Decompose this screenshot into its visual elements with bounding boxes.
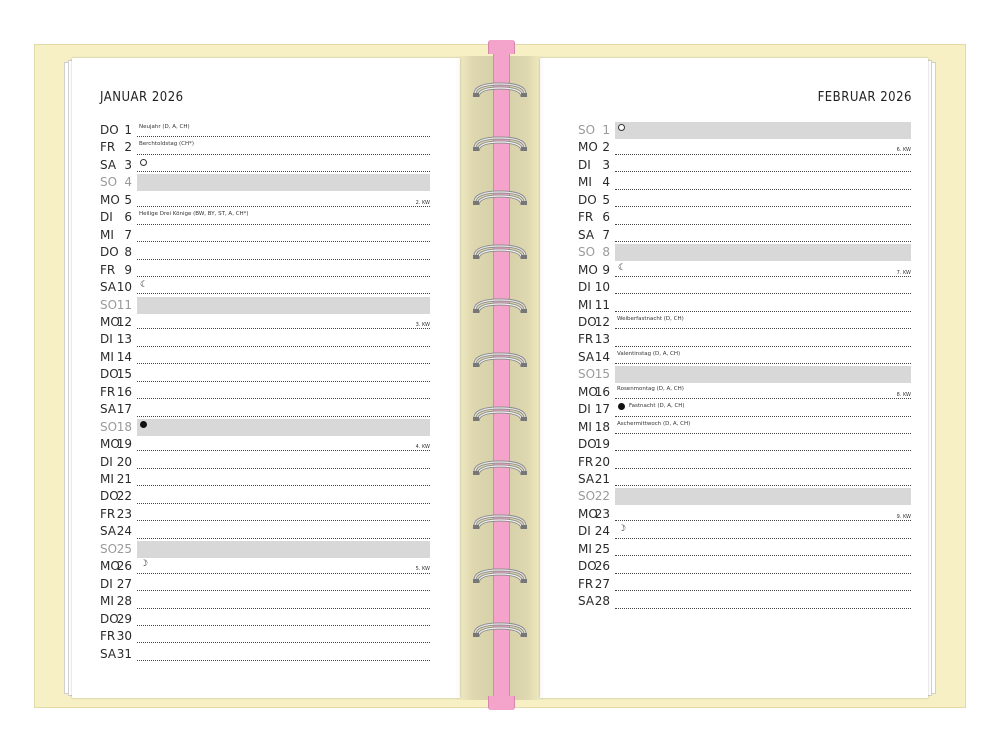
- weekday-label: SA: [100, 280, 117, 295]
- writing-line[interactable]: [137, 485, 430, 486]
- day-number: 22: [594, 489, 610, 504]
- binding-ring: [472, 512, 528, 530]
- writing-line[interactable]: [615, 433, 911, 434]
- writing-line[interactable]: [137, 241, 430, 242]
- holiday-note: Berchtoldstag (CH*): [139, 141, 194, 148]
- bookmark-ribbon-bottom-tab: [488, 696, 515, 710]
- writing-line[interactable]: [615, 398, 911, 399]
- binding-ring: [472, 404, 528, 422]
- day-row[interactable]: [100, 366, 430, 383]
- weekday-label: DI: [100, 454, 113, 469]
- writing-line[interactable]: [137, 259, 430, 260]
- day-row[interactable]: [100, 576, 430, 593]
- day-number: 16: [594, 384, 610, 399]
- writing-line[interactable]: [615, 416, 911, 417]
- weekday-label: SO: [578, 489, 596, 504]
- weekday-label: MO: [100, 314, 120, 329]
- weekday-label: FR: [578, 332, 594, 347]
- waning-moon-icon: ☾: [618, 262, 627, 273]
- writing-line[interactable]: [137, 171, 430, 172]
- day-number: 8: [124, 245, 132, 260]
- weekday-label: SA: [578, 349, 595, 364]
- weekday-label: DO: [100, 489, 119, 504]
- day-number: 2: [124, 140, 132, 155]
- day-row[interactable]: [578, 384, 911, 401]
- day-number: 14: [116, 349, 132, 364]
- day-row[interactable]: [100, 401, 430, 418]
- day-number: 21: [594, 472, 610, 486]
- weekday-label: MO: [100, 192, 120, 207]
- day-number: 27: [116, 576, 132, 591]
- writing-line[interactable]: [615, 154, 911, 155]
- weekday-label: FR: [100, 262, 116, 277]
- writing-line[interactable]: [137, 416, 430, 417]
- writing-line[interactable]: [137, 346, 430, 347]
- day-number: 4: [124, 175, 132, 190]
- day-row[interactable]: [578, 506, 911, 523]
- writing-line[interactable]: [137, 590, 430, 591]
- writing-line[interactable]: [137, 293, 430, 294]
- weekday-label: MI: [100, 349, 114, 364]
- day-number: 24: [116, 524, 132, 539]
- day-number: 23: [116, 506, 132, 521]
- day-number: 17: [116, 402, 132, 417]
- weekday-label: MO: [100, 559, 120, 574]
- binding-ring: [472, 296, 528, 314]
- day-number: 23: [594, 506, 610, 521]
- day-row[interactable]: [100, 227, 430, 244]
- day-row[interactable]: [578, 349, 911, 366]
- day-row[interactable]: [578, 436, 911, 453]
- writing-line[interactable]: [615, 590, 911, 591]
- weekday-label: MO: [578, 262, 598, 277]
- waning-moon-icon: ☾: [140, 280, 149, 291]
- day-number: 6: [124, 210, 132, 225]
- writing-line[interactable]: [615, 206, 911, 207]
- bookmark-ribbon-top-tab: [488, 40, 515, 54]
- writing-line[interactable]: [137, 154, 430, 155]
- writing-line[interactable]: [137, 136, 430, 137]
- day-row[interactable]: [578, 279, 911, 296]
- day-row[interactable]: [100, 611, 430, 628]
- day-number: 28: [116, 594, 132, 609]
- binding-ring: [472, 188, 528, 206]
- holiday-note: Valentinstag (D, A, CH): [617, 350, 681, 357]
- weekday-label: SO: [100, 419, 118, 434]
- day-row[interactable]: [578, 593, 911, 610]
- writing-line[interactable]: [137, 206, 430, 207]
- calendar-week-label: 4. KW: [415, 444, 430, 451]
- day-number: 13: [116, 332, 132, 347]
- sunday-shading: [137, 174, 430, 191]
- weekday-label: SA: [578, 227, 595, 242]
- holiday-note: Weiberfastnacht (D, CH): [617, 315, 684, 322]
- writing-line[interactable]: [137, 468, 430, 469]
- day-number: 11: [116, 297, 132, 312]
- day-number: 13: [594, 332, 610, 347]
- day-number: 12: [116, 314, 132, 329]
- writing-line[interactable]: [615, 450, 911, 451]
- day-row[interactable]: [100, 139, 430, 156]
- day-row[interactable]: [578, 576, 911, 593]
- weekday-label: MI: [100, 472, 114, 486]
- day-number: 11: [594, 297, 610, 312]
- weekday-label: DO: [100, 245, 119, 260]
- day-row[interactable]: [578, 209, 911, 226]
- weekday-label: DI: [100, 576, 113, 591]
- day-number: 15: [116, 367, 132, 382]
- writing-line[interactable]: [615, 520, 911, 521]
- weekday-label: DI: [100, 332, 113, 347]
- day-row[interactable]: [100, 331, 430, 348]
- weekday-label: MO: [578, 384, 598, 399]
- day-number: 16: [116, 384, 132, 399]
- day-row[interactable]: [100, 174, 430, 191]
- day-row[interactable]: [578, 262, 911, 279]
- full-moon-icon: [618, 124, 625, 131]
- day-row[interactable]: [100, 122, 430, 139]
- day-number: 15: [594, 367, 610, 382]
- weekday-label: FR: [100, 384, 116, 399]
- writing-line[interactable]: [137, 328, 430, 329]
- writing-line[interactable]: [137, 381, 430, 382]
- calendar-week-label: 6. KW: [896, 147, 911, 154]
- day-number: 20: [116, 454, 132, 469]
- day-number: 7: [124, 227, 132, 242]
- day-number: 19: [116, 437, 132, 452]
- waxing-moon-icon: ☽: [618, 524, 627, 535]
- day-row[interactable]: [578, 331, 911, 348]
- binding-ring: [472, 566, 528, 584]
- day-row[interactable]: [100, 488, 430, 505]
- writing-line[interactable]: [137, 642, 430, 643]
- weekday-label: SO: [100, 175, 118, 190]
- day-row[interactable]: [100, 646, 430, 663]
- writing-line[interactable]: [615, 363, 911, 364]
- day-row[interactable]: [578, 192, 911, 209]
- day-number: 12: [594, 314, 610, 329]
- weekday-label: SA: [100, 524, 117, 539]
- writing-line[interactable]: [137, 625, 430, 626]
- day-row[interactable]: [100, 419, 430, 436]
- day-number: 24: [594, 524, 610, 539]
- writing-line[interactable]: [137, 608, 430, 609]
- day-row[interactable]: [578, 297, 911, 314]
- writing-line[interactable]: [615, 555, 911, 556]
- writing-line[interactable]: [615, 608, 911, 609]
- calendar-week-label: 9. KW: [896, 513, 911, 520]
- day-row[interactable]: [578, 523, 911, 540]
- day-row[interactable]: [100, 471, 430, 488]
- day-number: 10: [116, 280, 132, 295]
- calendar-week-label: 8. KW: [896, 391, 911, 398]
- weekday-label: SO: [578, 245, 596, 260]
- sunday-shading: [137, 297, 430, 314]
- day-number: 9: [124, 262, 132, 277]
- weekday-label: FR: [578, 576, 594, 591]
- weekday-label: SA: [578, 472, 595, 486]
- day-number: 21: [116, 472, 132, 486]
- writing-line[interactable]: [137, 363, 430, 364]
- writing-line[interactable]: [615, 276, 911, 277]
- day-number: 10: [594, 280, 610, 295]
- day-number: 18: [116, 419, 132, 434]
- day-row[interactable]: [578, 139, 911, 156]
- weekday-label: MI: [578, 175, 592, 190]
- writing-line[interactable]: [615, 468, 911, 469]
- writing-line[interactable]: [137, 224, 430, 225]
- month-title-january: JANUAR 2026: [100, 90, 184, 105]
- day-number: 25: [594, 541, 610, 556]
- day-row[interactable]: [100, 297, 430, 314]
- writing-line[interactable]: [615, 293, 911, 294]
- writing-line[interactable]: [137, 503, 430, 504]
- month-title-february: FEBRUAR 2026: [817, 90, 912, 105]
- day-row[interactable]: [100, 279, 430, 296]
- writing-line[interactable]: [615, 573, 911, 574]
- day-number: 20: [594, 454, 610, 469]
- day-number: 14: [594, 349, 610, 364]
- day-number: 5: [124, 192, 132, 207]
- binding-ring: [472, 620, 528, 638]
- weekday-label: MI: [578, 541, 592, 556]
- day-number: 7: [602, 227, 610, 242]
- writing-line[interactable]: [615, 241, 911, 242]
- new-moon-icon: [140, 421, 147, 428]
- writing-line[interactable]: [137, 276, 430, 277]
- day-row[interactable]: [578, 454, 911, 471]
- binding-ring: [472, 350, 528, 368]
- weekday-label: MO: [578, 140, 598, 155]
- day-row[interactable]: [578, 541, 911, 558]
- day-row[interactable]: [100, 262, 430, 279]
- weekday-label: MI: [578, 297, 592, 312]
- day-row[interactable]: [578, 122, 911, 139]
- sunday-shading: [615, 244, 911, 261]
- weekday-label: FR: [578, 454, 594, 469]
- weekday-label: FR: [100, 140, 116, 155]
- calendar-week-label: 7. KW: [896, 269, 911, 276]
- weekday-label: MI: [578, 419, 592, 434]
- holiday-note: Fastnacht (D, A, CH): [629, 403, 685, 410]
- weekday-label: DI: [578, 157, 591, 172]
- day-number: 4: [602, 175, 610, 190]
- day-number: 19: [594, 437, 610, 452]
- day-row[interactable]: [100, 506, 430, 523]
- waxing-moon-icon: ☽: [140, 559, 149, 570]
- weekday-label: FR: [578, 210, 594, 225]
- day-number: 31: [116, 646, 132, 661]
- day-row[interactable]: [100, 384, 430, 401]
- day-row[interactable]: [578, 558, 911, 575]
- writing-line[interactable]: [615, 171, 911, 172]
- holiday-note: Neujahr (D, A, CH): [139, 124, 190, 130]
- calendar-week-label: 3. KW: [415, 321, 430, 328]
- day-number: 29: [116, 611, 132, 626]
- weekday-label: SO: [578, 123, 596, 137]
- day-row[interactable]: [100, 593, 430, 610]
- day-row[interactable]: [578, 244, 911, 261]
- weekday-label: SA: [100, 646, 117, 661]
- weekday-label: DO: [100, 123, 119, 137]
- day-row[interactable]: [100, 314, 430, 331]
- sunday-shading: [615, 488, 911, 505]
- writing-line[interactable]: [137, 520, 430, 521]
- weekday-label: MO: [578, 506, 598, 521]
- binding-ring: [472, 134, 528, 152]
- day-number: 5: [602, 192, 610, 207]
- writing-line[interactable]: [615, 328, 911, 329]
- day-number: 2: [602, 140, 610, 155]
- day-number: 25: [116, 541, 132, 556]
- day-number: 26: [594, 559, 610, 574]
- weekday-label: DO: [578, 559, 597, 574]
- writing-line[interactable]: [615, 485, 911, 486]
- day-row[interactable]: [578, 471, 911, 488]
- writing-line[interactable]: [137, 450, 430, 451]
- weekday-label: DO: [578, 437, 597, 452]
- day-number: 1: [602, 123, 610, 137]
- binding-ring: [472, 458, 528, 476]
- weekday-label: SO: [100, 541, 118, 556]
- holiday-note: Rosenmontag (D, A, CH): [617, 385, 684, 392]
- weekday-label: MI: [100, 227, 114, 242]
- day-row[interactable]: [578, 488, 911, 505]
- writing-line[interactable]: [615, 311, 911, 312]
- weekday-label: SO: [578, 367, 596, 382]
- holiday-note: Aschermittwoch (D, A, CH): [617, 420, 691, 427]
- day-number: 26: [116, 559, 132, 574]
- calendar-week-label: 5. KW: [415, 566, 430, 573]
- holiday-note: Heilige Drei Könige (BW, BY, ST, A, CH*): [139, 211, 249, 218]
- weekday-label: DO: [578, 192, 597, 207]
- new-moon-icon: [618, 403, 625, 410]
- day-row[interactable]: [578, 314, 911, 331]
- day-row[interactable]: [578, 174, 911, 191]
- full-moon-icon: [140, 159, 147, 166]
- day-number: 3: [602, 157, 610, 172]
- day-number: 8: [602, 245, 610, 260]
- binding-ring: [472, 242, 528, 260]
- weekday-label: SO: [100, 297, 118, 312]
- day-row[interactable]: [578, 227, 911, 244]
- sunday-shading: [615, 366, 911, 383]
- day-number: 1: [124, 123, 132, 137]
- day-number: 30: [116, 629, 132, 644]
- weekday-label: DO: [578, 314, 597, 329]
- day-row[interactable]: [100, 244, 430, 261]
- day-row[interactable]: [100, 157, 430, 174]
- writing-line[interactable]: [615, 538, 911, 539]
- weekday-label: SA: [100, 157, 117, 172]
- calendar-week-label: 2. KW: [415, 199, 430, 206]
- weekday-label: MI: [100, 594, 114, 609]
- day-number: 9: [602, 262, 610, 277]
- weekday-label: SA: [578, 594, 595, 609]
- day-row[interactable]: [100, 209, 430, 226]
- writing-line[interactable]: [137, 398, 430, 399]
- day-number: 28: [594, 594, 610, 609]
- day-number: 22: [116, 489, 132, 504]
- day-row[interactable]: [100, 192, 430, 209]
- day-row[interactable]: [100, 454, 430, 471]
- writing-line[interactable]: [137, 573, 430, 574]
- day-row[interactable]: [100, 349, 430, 366]
- day-row[interactable]: [100, 558, 430, 575]
- sunday-shading: [137, 541, 430, 558]
- day-row[interactable]: [578, 401, 911, 418]
- weekday-label: DI: [578, 524, 591, 539]
- weekday-label: DI: [100, 210, 113, 225]
- sunday-shading: [615, 122, 911, 139]
- day-row[interactable]: [100, 436, 430, 453]
- writing-line[interactable]: [615, 189, 911, 190]
- weekday-label: DI: [578, 402, 591, 417]
- binding-ring: [472, 80, 528, 98]
- weekday-label: DI: [578, 280, 591, 295]
- day-number: 18: [594, 419, 610, 434]
- day-row[interactable]: [578, 366, 911, 383]
- weekday-label: DO: [100, 611, 119, 626]
- day-row[interactable]: [100, 523, 430, 540]
- day-row[interactable]: [100, 628, 430, 645]
- day-number: 27: [594, 576, 610, 591]
- day-row[interactable]: [578, 157, 911, 174]
- sunday-shading: [137, 419, 430, 436]
- writing-line[interactable]: [615, 224, 911, 225]
- weekday-label: DO: [100, 367, 119, 382]
- day-row[interactable]: [100, 541, 430, 558]
- writing-line[interactable]: [137, 538, 430, 539]
- writing-line[interactable]: [137, 660, 430, 661]
- weekday-label: FR: [100, 629, 116, 644]
- day-number: 17: [594, 402, 610, 417]
- weekday-label: FR: [100, 506, 116, 521]
- writing-line[interactable]: [615, 346, 911, 347]
- weekday-label: MO: [100, 437, 120, 452]
- day-row[interactable]: [578, 419, 911, 436]
- weekday-label: SA: [100, 402, 117, 417]
- day-number: 3: [124, 157, 132, 172]
- day-number: 6: [602, 210, 610, 225]
